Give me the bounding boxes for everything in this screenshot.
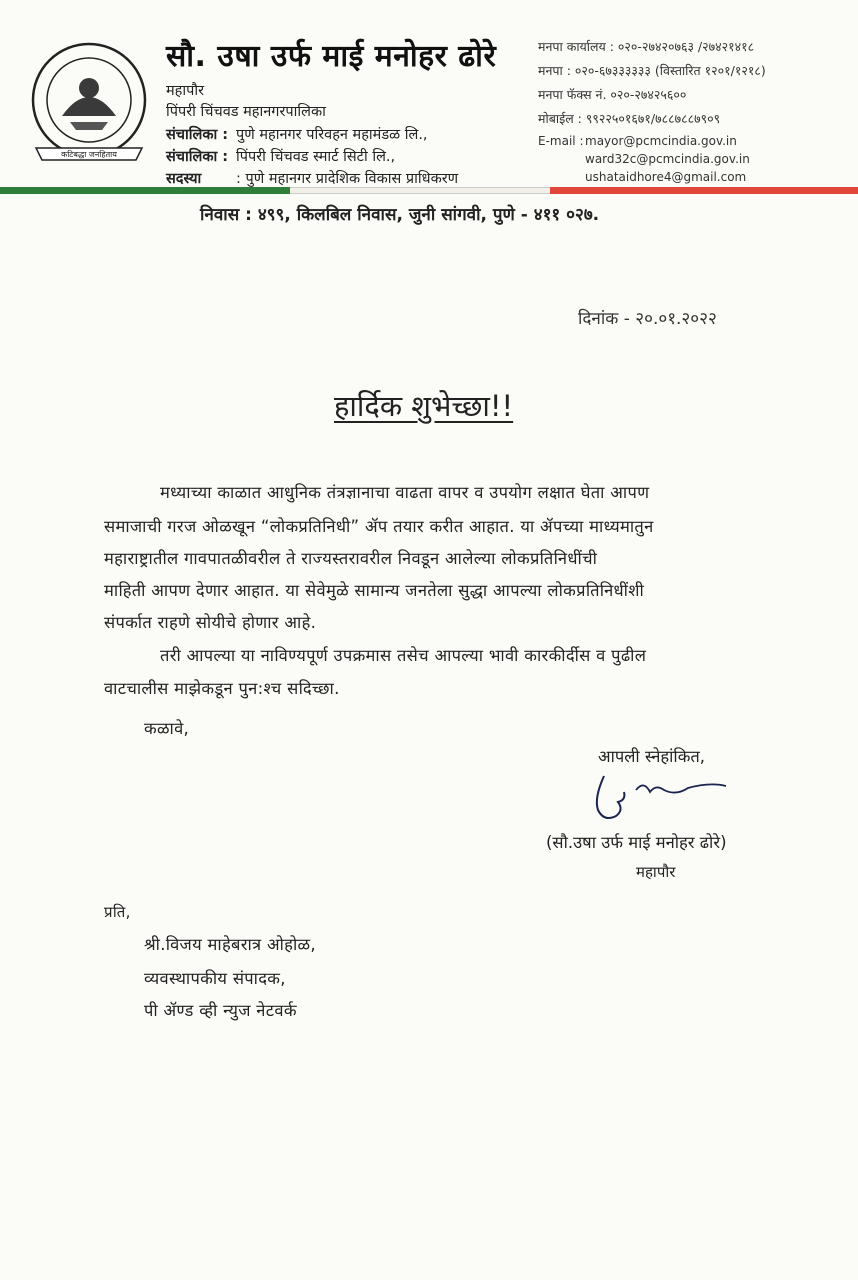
email-ward: ward32c@pcmcindia.gov.in bbox=[585, 152, 750, 166]
letterhead-designation: महापौर bbox=[166, 83, 205, 99]
letterhead-role-2 bbox=[166, 146, 395, 166]
paragraph1-line: माहिती आपण देणार आहात. या सेवेमुळे सामान्य जनतेला सुद्धा आपल्या लोकप्रतिनिधींशी bbox=[104, 581, 645, 600]
to-label: प्रति, bbox=[104, 903, 131, 921]
residence-address: निवास : ४९९, किलबिल निवास, जुनी सांगवी, पुणे - ४११ ०२७. bbox=[200, 205, 600, 225]
band-green bbox=[0, 187, 290, 194]
role-key: संचालिका : bbox=[166, 149, 229, 165]
paragraph1-line: मध्याच्या काळात आधुनिक तंत्रज्ञानाचा वाढता वापर व उपयोग लक्षात घेता आपण bbox=[160, 483, 650, 502]
regards-text: आपली स्नेहांकित, bbox=[598, 747, 706, 766]
band-red bbox=[550, 187, 858, 194]
letter-title: हार्दिक शुभेच्छा!! bbox=[334, 389, 514, 423]
role-key: संचालिका : bbox=[166, 127, 229, 143]
contact-fax: मनपा फॅक्स नं. ०२०-२७४२५६०० bbox=[538, 87, 687, 102]
contact-mnpa: मनपा : ०२०-६७३३३३३३ (विस्तारित १२०१/१२१८) bbox=[538, 63, 766, 78]
paragraph1-line: महाराष्ट्रातील गावपातळीवरील ते राज्यस्तरावरील निवडून आलेल्या लोकप्रतिनिधींची bbox=[104, 549, 598, 568]
letterhead-corporation: पिंपरी चिंचवड महानगरपालिका bbox=[166, 104, 326, 120]
signatory-title: महापौर bbox=[636, 863, 676, 881]
band-white bbox=[290, 187, 550, 194]
role-value: पिंपरी चिंचवड स्मार्ट सिटी लि., bbox=[236, 149, 396, 165]
letterhead-role-1 bbox=[166, 124, 428, 144]
signature-scribble-icon bbox=[590, 770, 730, 826]
email-mayor: mayor@pcmcindia.gov.in bbox=[585, 134, 737, 148]
letter-date: दिनांक - २०.०१.२०२२ bbox=[578, 309, 717, 329]
letterhead-name: सौ. उषा उर्फ माई मनोहर ढोरे bbox=[166, 39, 497, 74]
letterhead-role-3 bbox=[166, 168, 458, 188]
paragraph1-line: संपर्कात राहणे सोयीचे होणार आहे. bbox=[104, 613, 317, 632]
closing-text: कळावे, bbox=[144, 719, 190, 738]
recipient-name: श्री.विजय माहेबरात्र ओहोळ, bbox=[144, 935, 316, 954]
paragraph2-line: तरी आपल्या या नाविण्यपूर्ण उपक्रमास तसेच आपल्या भावी कारकीर्दीस व पुढील bbox=[160, 646, 647, 665]
email-personal: ushataidhore4@gmail.com bbox=[585, 170, 747, 184]
recipient-organization: पी ॲण्ड व्ही न्युज नेटवर्क bbox=[144, 1001, 297, 1020]
paragraph2-line: वाटचालीस माझेकडून पुन:श्च सदिच्छा. bbox=[104, 679, 340, 698]
role-value: पुणे महानगर परिवहन महामंडळ लि., bbox=[236, 127, 428, 143]
email-label: E-mail : bbox=[538, 134, 584, 148]
contact-office: मनपा कार्यालय : ०२०-२७४२०७६३ /२७४२१४१८ bbox=[538, 39, 755, 54]
role-key: सदस्या bbox=[166, 171, 202, 187]
emblem-motto: कटिबद्धा जनहिताय bbox=[61, 150, 117, 159]
contact-mobile: मोबाईल : ९९२२५०१६७१/७८८७८८७९०९ bbox=[538, 111, 721, 126]
paragraph1-line: समाजाची गरज ओळखून “लोकप्रतिनिधी” ॲप तयार करीत आहात. या ॲपच्या माध्यमातुन bbox=[104, 517, 654, 536]
role-value: : पुणे महानगर प्रादेशिक विकास प्राधिकरण bbox=[236, 171, 459, 187]
tricolor-band bbox=[0, 187, 858, 194]
corporation-emblem-icon bbox=[22, 38, 156, 172]
signatory-name: (सौ.उषा उर्फ माई मनोहर ढोरे) bbox=[546, 833, 727, 852]
recipient-designation: व्यवस्थापकीय संपादक, bbox=[144, 969, 286, 988]
